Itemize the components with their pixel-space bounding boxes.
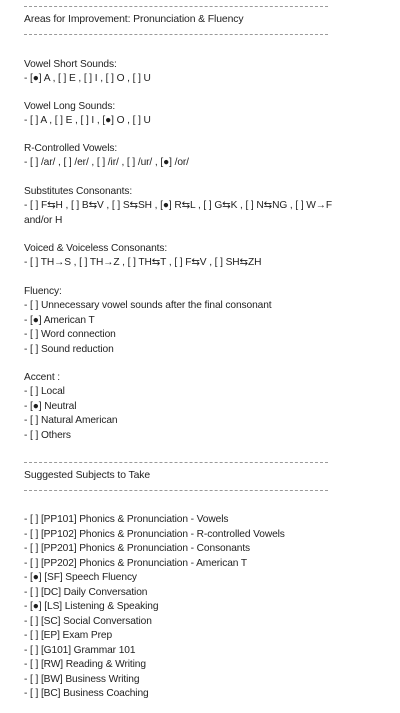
section-title: Voiced & Voiceless Consonants: (24, 243, 168, 254)
vowel-long-section (24, 99, 354, 129)
list-item: - [ ] [BC] Business Coaching (24, 688, 149, 699)
section-title: Vowel Short Sounds: (24, 59, 117, 70)
list-item: - [ ] Word connection (24, 329, 116, 340)
list-item: - [ ] Sound reduction (24, 343, 114, 355)
r-controlled-section (24, 141, 354, 171)
list-item: - [ ] [EP] Exam Prep (24, 630, 113, 641)
section-title: Fluency: (24, 286, 62, 297)
list-item: - [ ] [PP201] Phonics & Pronunciation - Consonants (24, 543, 251, 554)
checklist-line: - [ ] F⇆H , [ ] B⇆V , [ ] S⇆SH , [●] R⇆L , [ ] G⇆K , [ ] N⇆NG , [ ] W→F and/or H (24, 200, 333, 226)
fluency-section (24, 284, 354, 357)
checklist-line: - [ ] /ar/ , [ ] /er/ , [ ] /ir/ , [ ] /ur/ , [●] /or/ (24, 157, 189, 168)
list-item: - [●] [LS] Listening & Speaking (24, 601, 159, 612)
section-title: Accent : (24, 372, 61, 383)
improvement-heading: Areas for Improvement: Pronunciation & Fluency (24, 14, 244, 25)
list-item: - [ ] [G101] Grammar 101 (24, 644, 136, 656)
list-item: - [ ] [PP101] Phonics & Pronunciation - Vowels (24, 514, 229, 525)
checklist-line: - [●] A , [ ] E , [ ] I , [ ] O , [ ] U (24, 73, 151, 84)
heading-divider (24, 34, 328, 35)
list-item: - [ ] [DC] Daily Conversation (24, 586, 148, 598)
list-item: - [ ] [SC] Social Conversation (24, 615, 152, 627)
section-title: Vowel Long Sounds: (24, 101, 116, 112)
subjects-list (24, 513, 354, 702)
top-divider (24, 6, 328, 7)
list-item: - [ ] [PP202] Phonics & Pronunciation - American T (24, 557, 248, 569)
subjects-heading: Suggested Subjects to Take (24, 470, 151, 481)
list-item: - [ ] Unnecessary vowel sounds after the final consonant (24, 300, 272, 311)
substitutes-section (24, 184, 342, 226)
list-item: - [ ] [PP102] Phonics & Pronunciation - R-controlled Vowels (24, 528, 285, 540)
list-item: - [ ] [BW] Business Writing (24, 673, 140, 685)
checklist-line: - [ ] TH→S , [ ] TH→Z , [ ] TH⇆T , [ ] F⇆V , [ ] SH⇆ZH (24, 257, 262, 268)
list-item: - [●] [SF] Speech Fluency (24, 572, 137, 583)
list-item: - [ ] [RW] Reading & Writing (24, 659, 146, 670)
vowel-short-section (24, 57, 354, 87)
subjects-top-divider (24, 462, 328, 463)
list-item: - [●] American T (24, 314, 95, 326)
list-item: - [ ] Local (24, 386, 65, 397)
section-title: Substitutes Consonants: (24, 186, 133, 197)
section-title: R-Controlled Vowels: (24, 143, 118, 154)
subjects-heading-divider (24, 490, 328, 491)
list-item: - [ ] Others (24, 429, 71, 441)
list-item: - [ ] Natural American (24, 415, 118, 426)
list-item: - [●] Neutral (24, 400, 77, 412)
voiced-section (24, 241, 354, 271)
checklist-line: - [ ] A , [ ] E , [ ] I , [●] O , [ ] U (24, 115, 151, 126)
accent-section (24, 370, 354, 443)
